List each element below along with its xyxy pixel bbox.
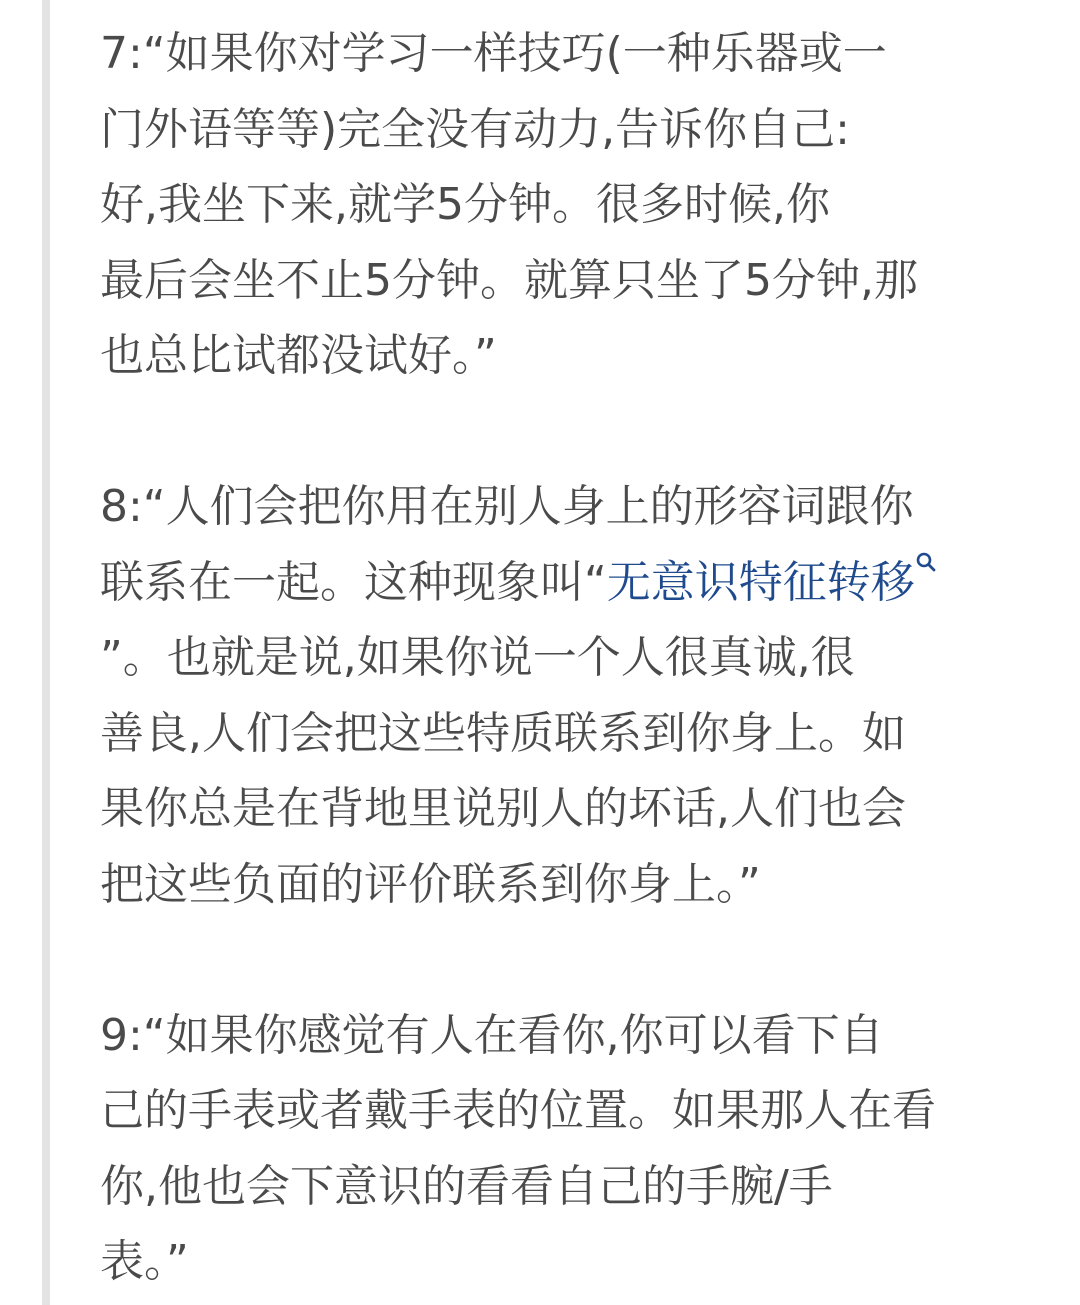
article-content: [100, 16, 1030, 1300]
text-line: ”。也就是说,如果你说一个人很真诚,很: [100, 632, 855, 683]
text-line: 善良,人们会把这些特质联系到你身上。如: [100, 707, 906, 759]
text-line: 8:“人们会把你用在别人身上的形容词跟你: [100, 481, 914, 532]
text-line: 9:“如果你感觉有人在看你,你可以看下自: [100, 1009, 884, 1061]
text-segment: 联系在一起。这种现象叫“: [100, 556, 607, 608]
tip-8-paragraph: [100, 469, 1030, 922]
text-line: 己的手表或者戴手表的位置。如果那人在看: [100, 1085, 936, 1136]
text-line: 把这些负面的评价联系到你身上。”: [100, 858, 761, 910]
paragraph-gap: [100, 922, 1030, 998]
paragraph-gap: [100, 394, 1030, 470]
text-line: 最后会坐不止5分钟。就算只坐了5分钟,那: [100, 254, 918, 306]
text-line: 7:“如果你对学习一样技巧(一种乐器或一: [100, 28, 887, 79]
tip-9-paragraph: [100, 998, 1030, 1300]
text-line: 好,我坐下来,就学5分钟。很多时候,你: [100, 179, 830, 230]
text-line: 表。”: [100, 1236, 189, 1287]
quote-bar: [42, 0, 50, 1305]
text-line-with-link: [100, 545, 1030, 621]
text-line: 果你总是在背地里说别人的坏话,人们也会: [100, 783, 906, 834]
text-line: 门外语等等)完全没有动力,告诉你自己:: [100, 103, 850, 155]
term-link[interactable]: 无意识特征转移: [606, 556, 915, 608]
text-line: 你,他也会下意识的看看自己的手腕/手: [100, 1160, 833, 1212]
search-icon[interactable]: [915, 545, 937, 585]
text-line: 也总比试都没试好。”: [100, 330, 497, 381]
tip-7-paragraph: [100, 16, 1030, 394]
